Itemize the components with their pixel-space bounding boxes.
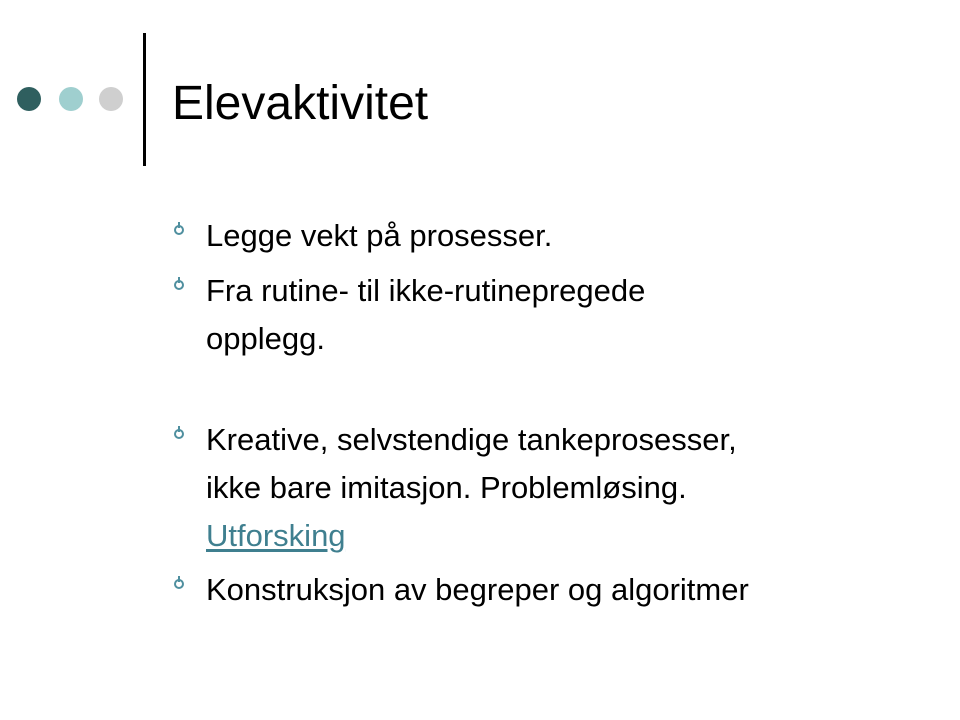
bullet-ring-icon — [174, 429, 184, 439]
bullet-line: Legge vekt på prosesser. — [206, 218, 553, 253]
bullet-line: ikke bare imitasjon. Problemløsing. — [206, 470, 687, 505]
bullet-line: Fra rutine- til ikke-rutinepregede — [206, 273, 646, 308]
bullet-ring-icon — [174, 225, 184, 235]
bullet-text — [206, 212, 934, 260]
bullet-line — [206, 512, 934, 560]
utforsking-link[interactable]: Utforsking — [206, 518, 346, 553]
bullet-text — [206, 416, 934, 560]
decor-dot-teal — [59, 87, 83, 111]
bullet-item — [174, 566, 934, 614]
bullet-line: Kreative, selvstendige tankeprosesser, — [206, 422, 737, 457]
bullet-item — [174, 416, 934, 560]
slide-title: Elevaktivitet — [172, 77, 429, 130]
decor-dot-gray — [99, 87, 123, 111]
decor-dot-dark — [17, 87, 41, 111]
bullet-text — [206, 566, 934, 614]
bullet-line: Konstruksjon av begreper og algoritmer — [206, 572, 749, 607]
bullet-line: opplegg. — [206, 321, 325, 356]
bullet-item — [174, 212, 934, 260]
bullet-item — [174, 267, 934, 363]
bullet-ring-icon — [174, 579, 184, 589]
bullet-text — [206, 267, 934, 363]
title-divider — [143, 33, 146, 166]
bullet-ring-icon — [174, 280, 184, 290]
